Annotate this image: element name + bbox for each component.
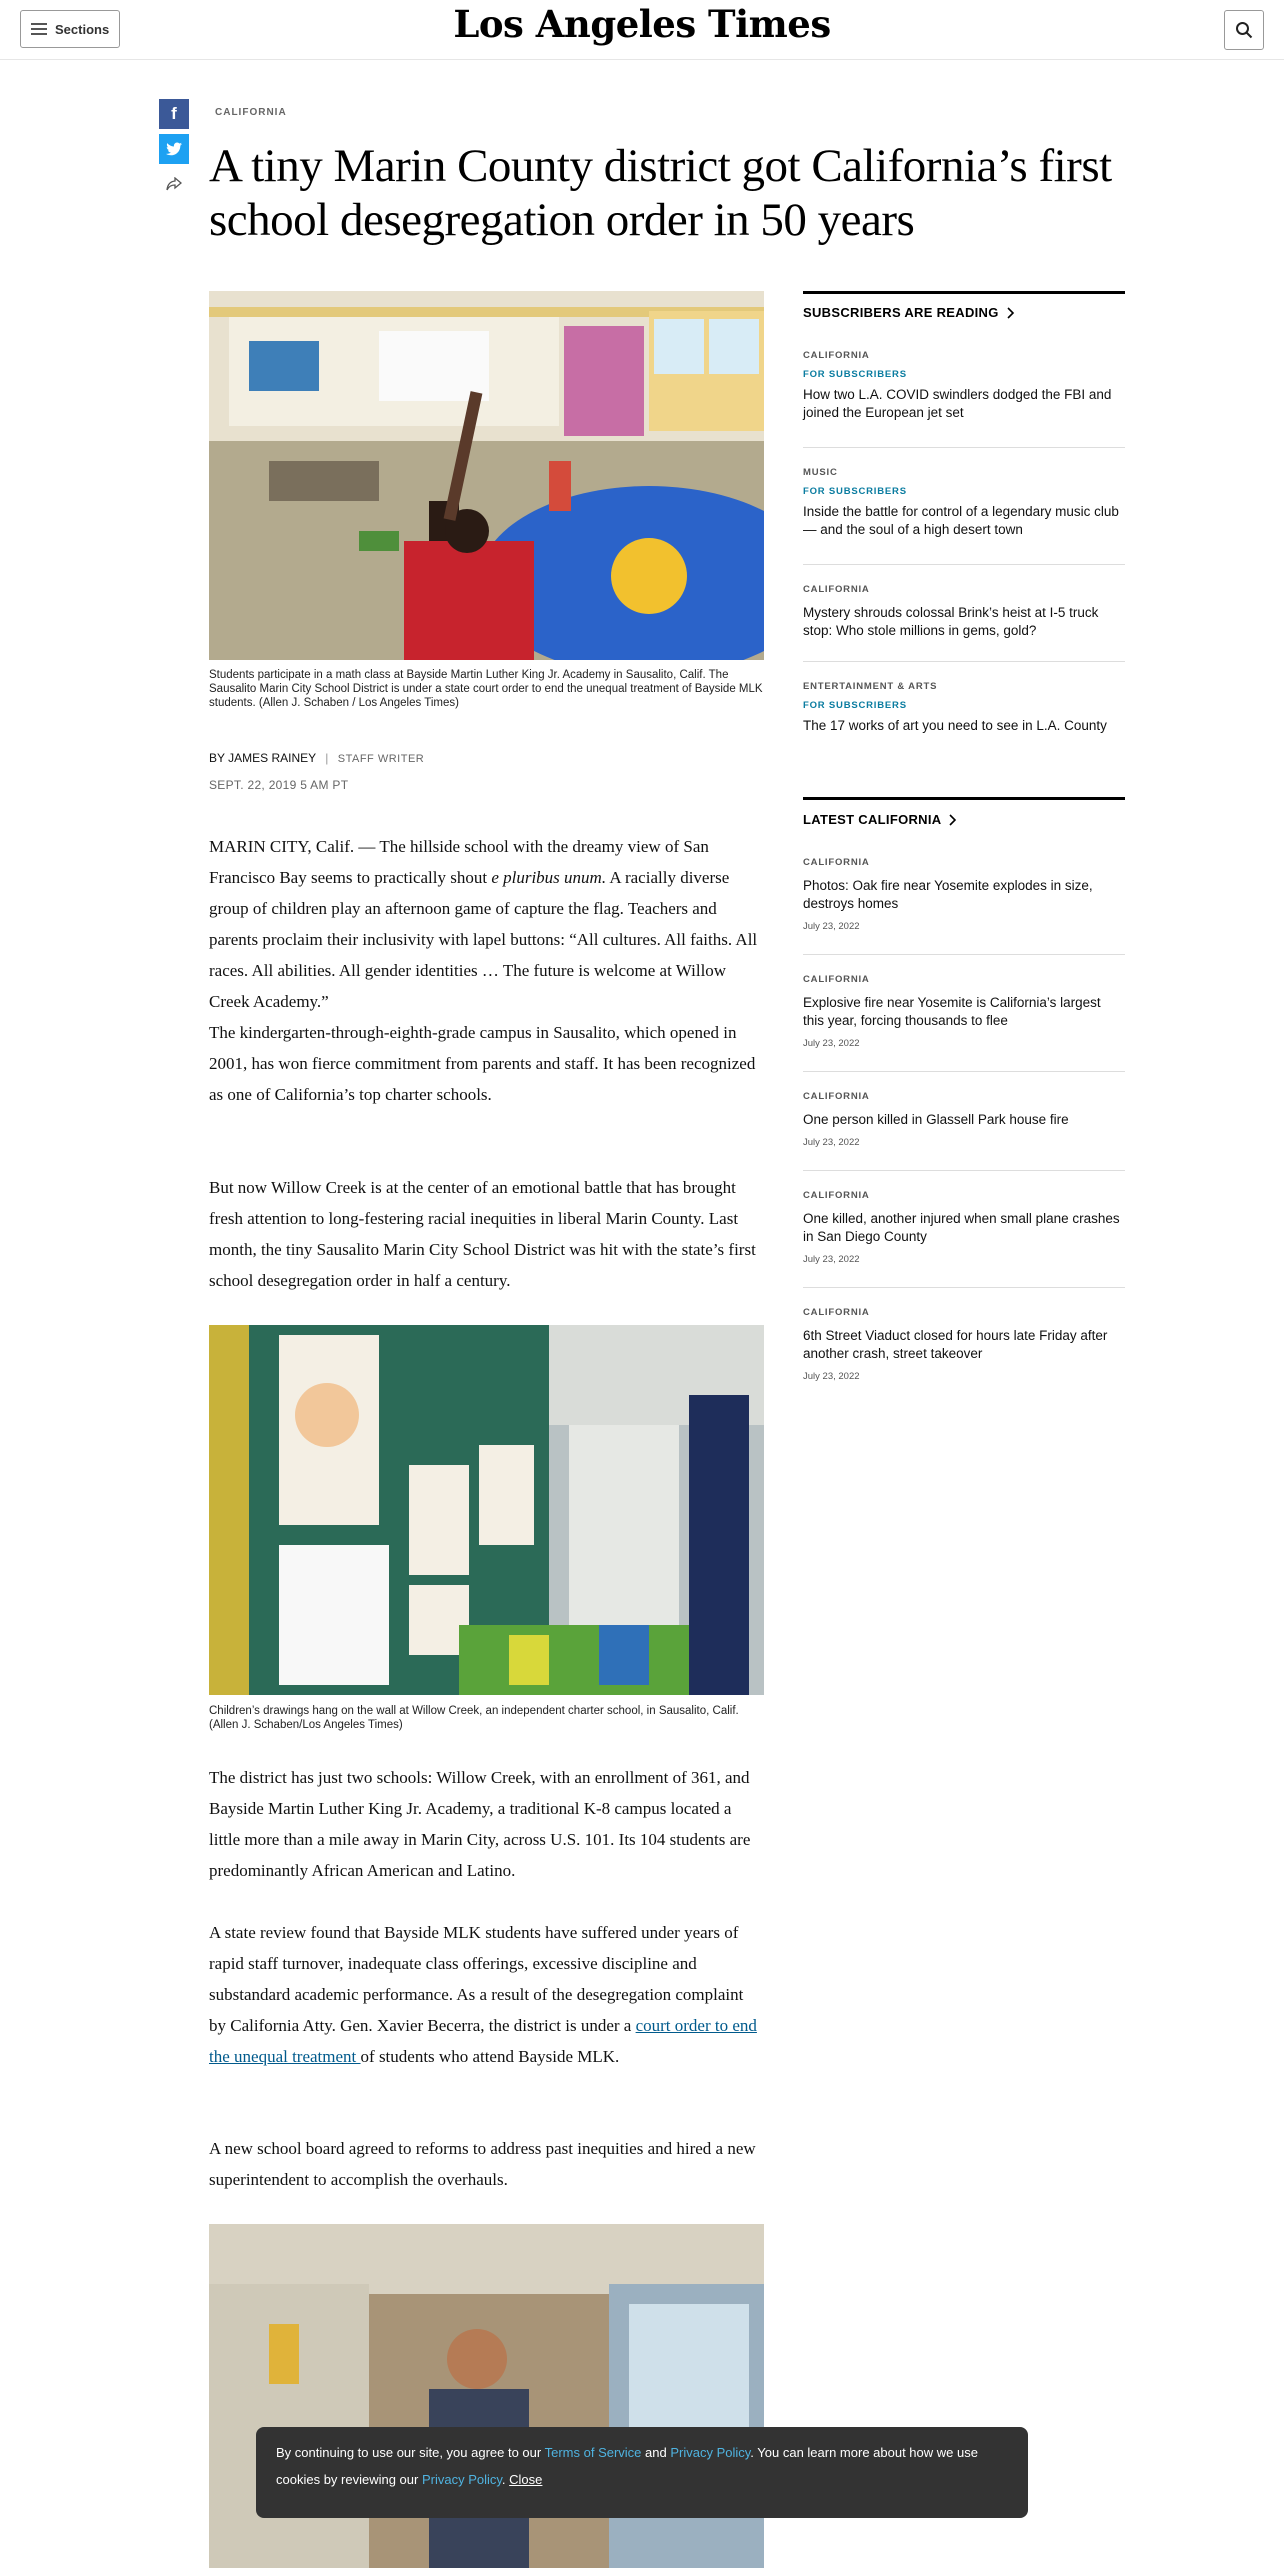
sidebar-story[interactable] (803, 350, 1125, 422)
divider (803, 954, 1125, 955)
divider (803, 564, 1125, 565)
latest-story[interactable] (803, 974, 1125, 1049)
privacy-policy-link[interactable]: Privacy Policy (421, 2472, 502, 2487)
latest-story[interactable] (803, 1190, 1125, 1265)
share-button[interactable] (159, 169, 189, 199)
author-role: STAFF WRITER (337, 753, 425, 765)
sidebar-story[interactable] (803, 681, 1125, 735)
story-category[interactable]: CALIFORNIA (803, 1307, 870, 1318)
article-paragraph: A new school board agreed to reforms to address past inequities and hired a new superintendent to accomplish the overhauls. (209, 2139, 756, 2189)
story-title[interactable]: The 17 works of art you need to see in L.A. County (803, 718, 1107, 733)
article-headline: A tiny Marin County district got California’s first school desegregation order in 50 years (209, 140, 1112, 246)
sidebar-rule (803, 797, 1125, 800)
terms-of-service-link[interactable]: Terms of Service (544, 2445, 642, 2460)
story-title[interactable]: How two L.A. COVID swindlers dodged the FBI and joined the European jet set (803, 387, 1112, 420)
court-order-link[interactable]: court order to end the unequal treatment (209, 2016, 757, 2066)
sidebar-rule (803, 291, 1125, 294)
search-button[interactable] (1224, 10, 1264, 50)
story-category[interactable]: MUSIC (803, 467, 838, 478)
facebook-share-button[interactable] (159, 99, 189, 129)
for-subscribers-badge: FOR SUBSCRIBERS (803, 369, 907, 380)
story-date: July 23, 2022 (803, 921, 860, 932)
facebook-icon: f (171, 104, 177, 123)
story-title[interactable]: One person killed in Glassell Park house fire (803, 1112, 1069, 1127)
share-arrow-icon (166, 177, 182, 191)
for-subscribers-badge: FOR SUBSCRIBERS (803, 486, 907, 497)
subscribers-reading-heading[interactable]: SUBSCRIBERS ARE READING (803, 305, 1015, 320)
story-title[interactable]: Explosive fire near Yosemite is California’s largest this year, forcing thousands to flee (803, 995, 1101, 1028)
divider (803, 1287, 1125, 1288)
article-paragraph: The district has just two schools: Willow Creek, with an enrollment of 361, and Bayside Martin Luther King Jr. Academy, a traditional K-8 campus located a little more than a mile away in Marin City, across U.S. 101. Its 104 students are predominantly African American and Latino. (209, 1768, 751, 1880)
story-title[interactable]: 6th Street Viaduct closed for hours late Friday after another crash, street takeover (803, 1328, 1108, 1361)
section-kicker[interactable]: CALIFORNIA (215, 107, 287, 118)
site-header (0, 0, 1284, 60)
search-icon (1235, 21, 1253, 39)
byline (209, 751, 424, 765)
chevron-right-icon (1007, 307, 1015, 319)
article-paragraph: A state review found that Bayside MLK students have suffered under years of rapid staff turnover, inadequate class offerings, excessive discipline and substandard academic performance. As a result of the desegregation complaint by California Atty. Gen. Xavier Becerra, the district is under a court order to end the unequal treatment of students who attend Bayside MLK. (209, 1923, 757, 2066)
sidebar-story[interactable] (803, 467, 1125, 539)
twitter-share-button[interactable] (159, 134, 189, 164)
drawings-photo (209, 1325, 764, 1695)
publish-date: SEPT. 22, 2019 5 AM PT (209, 778, 349, 792)
sections-label: Sections (55, 21, 110, 37)
story-category[interactable]: CALIFORNIA (803, 584, 870, 595)
twitter-icon (166, 142, 182, 156)
classroom-photo (209, 291, 764, 660)
story-title[interactable]: Mystery shrouds colossal Brink’s heist at I-5 truck stop: Who stole millions in gems, gold? (803, 605, 1099, 638)
cookie-close-button[interactable]: Close (509, 2472, 543, 2487)
story-category[interactable]: ENTERTAINMENT & ARTS (803, 681, 938, 692)
sidebar-story[interactable] (803, 584, 1125, 640)
story-category[interactable]: CALIFORNIA (803, 857, 870, 868)
divider (803, 447, 1125, 448)
story-title[interactable]: Inside the battle for control of a legendary music club — and the soul of a high desert town (803, 504, 1119, 537)
article-paragraph: The kindergarten-through-eighth-grade campus in Sausalito, which opened in 2001, has won fierce commitment from parents and staff. It has been recognized as one of California’s top charter schools. (209, 1023, 756, 1104)
byline-separator: | (325, 751, 329, 765)
divider (803, 1170, 1125, 1171)
latest-california-heading[interactable]: LATEST CALIFORNIA (803, 812, 957, 827)
story-date: July 23, 2022 (803, 1254, 860, 1265)
byline-prefix: BY (209, 751, 225, 765)
story-title[interactable]: One killed, another injured when small plane crashes in San Diego County (803, 1211, 1120, 1244)
story-date: July 23, 2022 (803, 1137, 860, 1148)
story-date: July 23, 2022 (803, 1038, 860, 1049)
author-link[interactable]: JAMES RAINEY (228, 751, 316, 765)
latest-story[interactable] (803, 1091, 1125, 1148)
story-category[interactable]: CALIFORNIA (803, 1091, 870, 1102)
story-title[interactable]: Photos: Oak fire near Yosemite explodes in size, destroys homes (803, 878, 1093, 911)
divider (803, 1071, 1125, 1072)
latest-story[interactable] (803, 857, 1125, 932)
photo-caption: Students participate in a math class at Bayside Martin Luther King Jr. Academy in Sausalito, Calif. The Sausalito Marin City School District is under a state court order to end the unequal treatment of Bayside MLK students. (Allen J. Schaben / Los Angeles Times) (209, 669, 763, 709)
photo-caption: Children’s drawings hang on the wall at Willow Creek, an independent charter school, in Sausalito, Calif. (Allen J. Schaben/Los Angeles Times) (209, 1705, 739, 1731)
cookie-banner: By continuing to use our site, you agree to our Terms of Service and Privacy Policy. You can learn more about how we use cookies by reviewing our Privacy Policy. Close (256, 2427, 1028, 2518)
article-paragraph: But now Willow Creek is at the center of an emotional battle that has brought fresh attention to long-festering racial inequities in liberal Marin County. Last month, the tiny Sausalito Marin City School District was hit with the state’s first school desegregation order in half a century. (209, 1178, 756, 1290)
story-category[interactable]: CALIFORNIA (803, 1190, 870, 1201)
chevron-right-icon (949, 814, 957, 826)
for-subscribers-badge: FOR SUBSCRIBERS (803, 700, 907, 711)
story-date: July 23, 2022 (803, 1371, 860, 1382)
story-category[interactable]: CALIFORNIA (803, 974, 870, 985)
article-paragraph: MARIN CITY, Calif. — The hillside school with the dreamy view of San Francisco Bay seems to practically shout e pluribus unum. A racially diverse group of children play an afternoon game of capture the flag. Teachers and parents proclaim their inclusivity with lapel buttons: “All cultures. All faiths. All races. All abilities. All gender identities … The future is welcome at Willow Creek Academy.” (209, 837, 758, 1011)
latest-story[interactable] (803, 1307, 1125, 1382)
site-logo[interactable]: Los Angeles Times (453, 2, 831, 46)
divider (803, 661, 1125, 662)
privacy-policy-link[interactable]: Privacy Policy (670, 2445, 751, 2460)
story-category[interactable]: CALIFORNIA (803, 350, 870, 361)
